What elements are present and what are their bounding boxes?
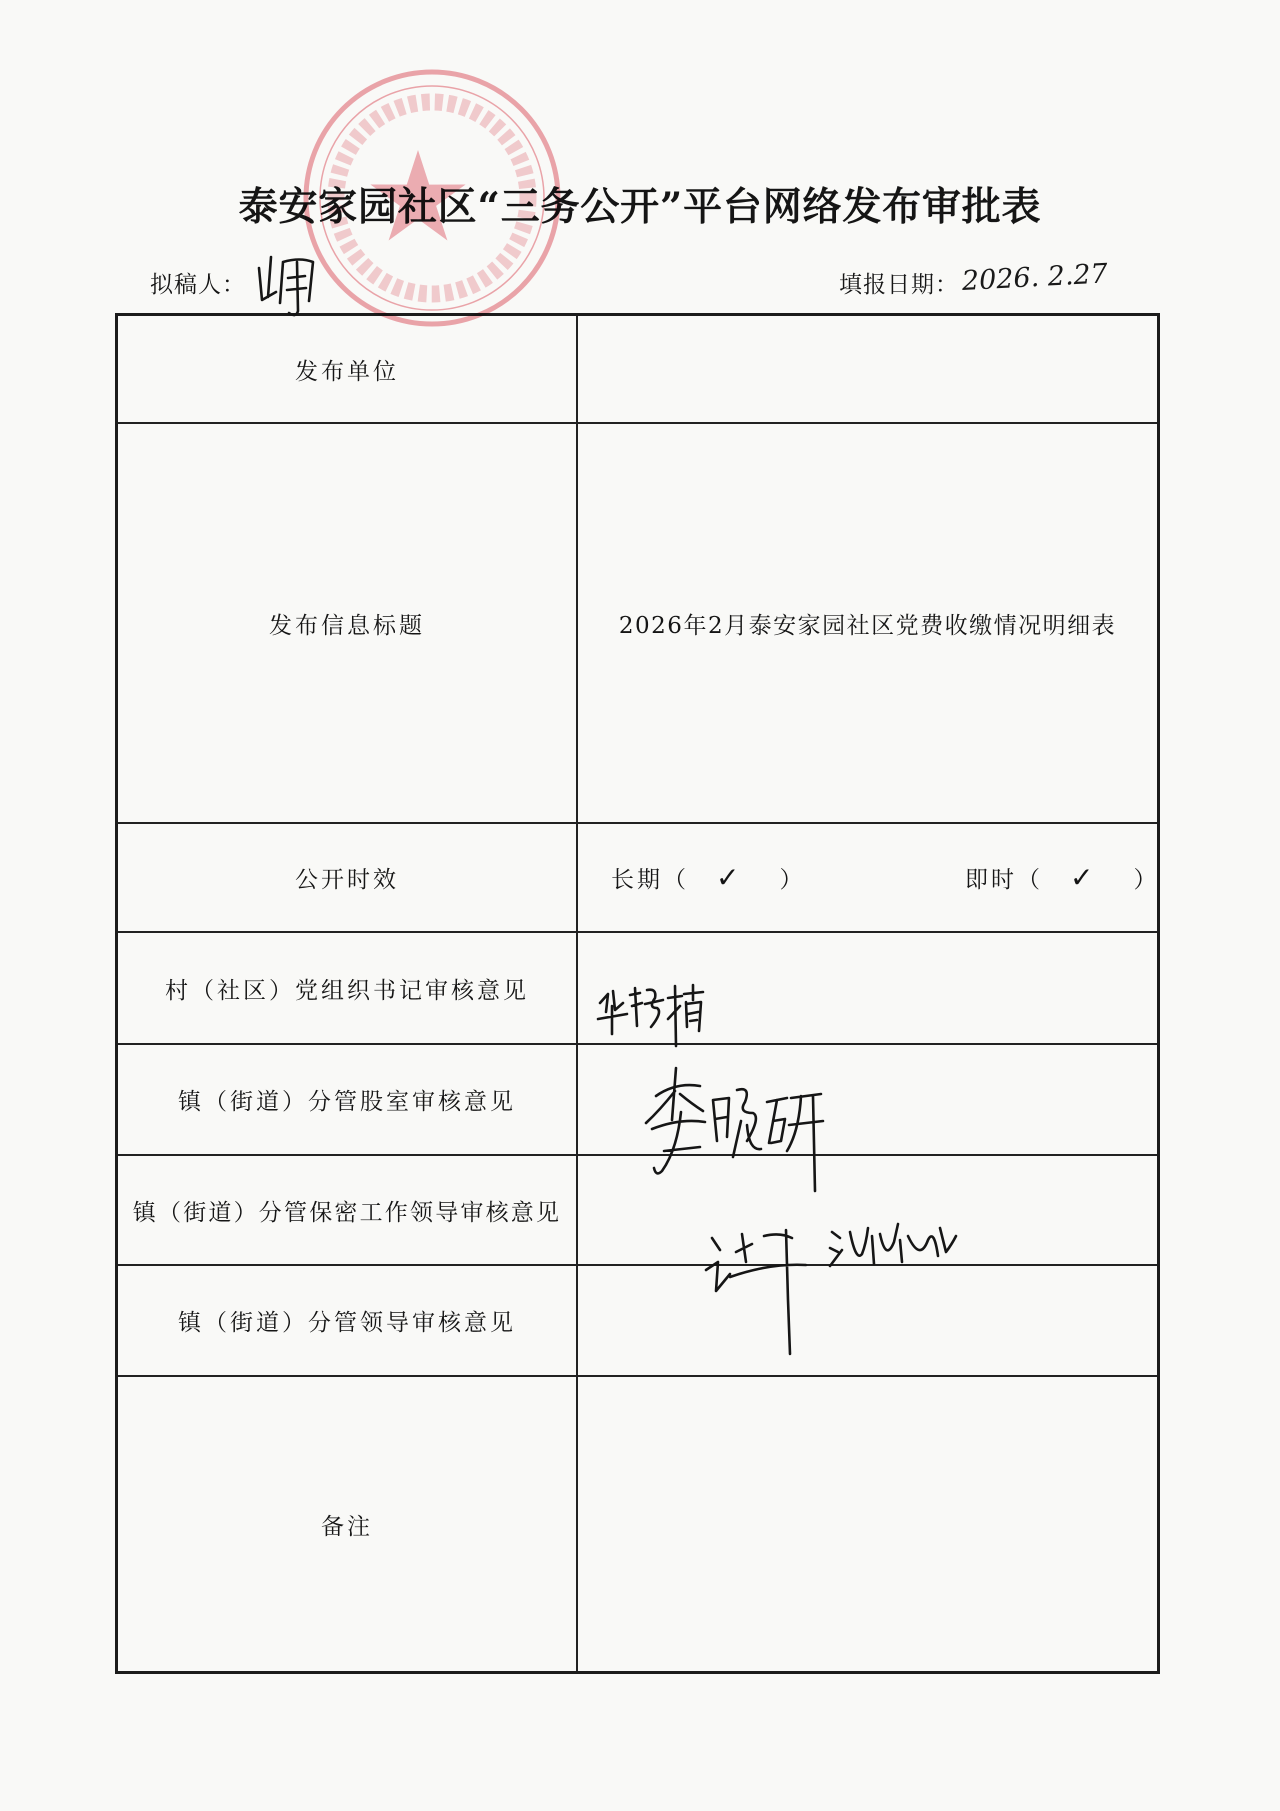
checkmark-icon: ✓ xyxy=(1070,861,1094,894)
label-section-office-review: 镇（街道）分管股室审核意见 xyxy=(118,1045,578,1156)
label-confidentiality-leader-review: 镇（街道）分管保密工作领导审核意见 xyxy=(118,1156,578,1266)
value-disclosure-period xyxy=(578,824,1157,933)
signature-drafter xyxy=(259,257,313,315)
option-immediate-paren-close: ） xyxy=(1133,867,1157,893)
value-publishing-unit xyxy=(578,316,1157,424)
value-section-office-review xyxy=(578,1045,1157,1156)
option-immediate xyxy=(965,824,1156,931)
fill-date-label: 填报日期： xyxy=(839,272,959,298)
value-info-title: 2026年2月泰安家园社区党费收缴情况明细表 xyxy=(578,424,1157,824)
document-title: 泰安家园社区“三务公开”平台网络发布审批表 xyxy=(238,184,1042,230)
option-immediate-label: 即时 xyxy=(965,867,1017,893)
value-confidentiality-leader-review xyxy=(578,1156,1157,1266)
approval-form-table xyxy=(115,313,1160,1674)
value-remarks xyxy=(578,1377,1157,1671)
option-long-term-label: 长期 xyxy=(611,867,663,893)
option-long-term-paren-close: ） xyxy=(779,867,803,893)
value-party-secretary-review xyxy=(578,933,1157,1045)
label-remarks: 备注 xyxy=(118,1377,578,1671)
fill-date-value: 2026. 2.27 xyxy=(961,258,1109,297)
label-party-secretary-review: 村（社区）党组织书记审核意见 xyxy=(118,933,578,1045)
drafter-label: 拟稿人： xyxy=(150,272,246,298)
value-leader-review xyxy=(578,1266,1157,1377)
label-publishing-unit: 发布单位 xyxy=(118,316,578,424)
label-leader-review: 镇（街道）分管领导审核意见 xyxy=(118,1266,578,1377)
option-immediate-paren-open: （ xyxy=(1017,867,1040,893)
option-long-term-paren-open: （ xyxy=(663,867,686,893)
label-disclosure-period: 公开时效 xyxy=(118,824,578,933)
label-info-title: 发布信息标题 xyxy=(118,424,578,824)
checkmark-icon: ✓ xyxy=(716,861,740,894)
option-long-term xyxy=(611,824,802,931)
